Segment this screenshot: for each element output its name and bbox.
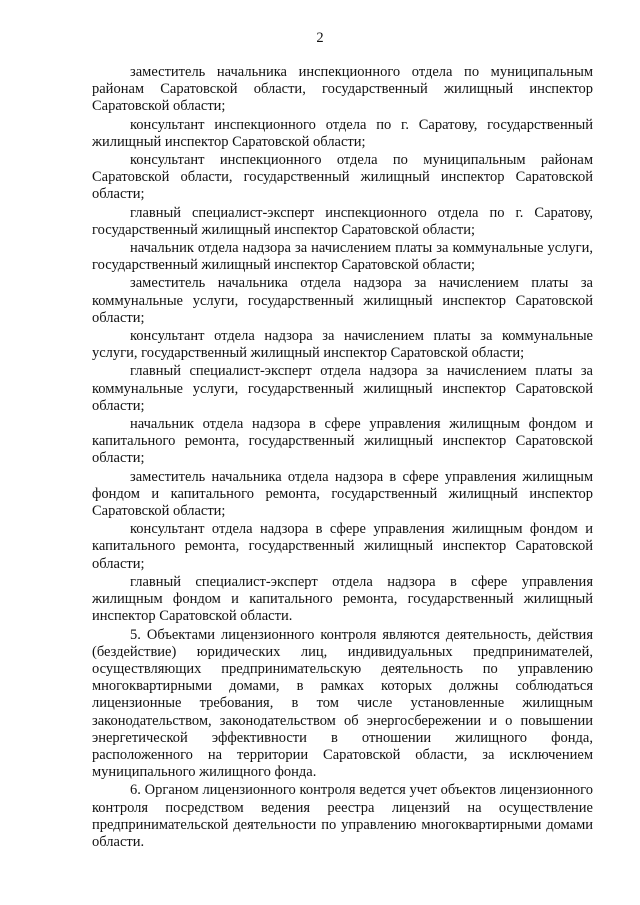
paragraph-chief-specialist-inspection-saratov: главный специалист-эксперт инспекционного отдела по г. Саратову, государственный жилищный инспектор Саратовской области; xyxy=(92,204,593,238)
paragraph-deputy-head-housing-management-supervision: заместитель начальника отдела надзора в сфере управления жилищным фондом и капитального ремонта, государственный жилищный инспектор Саратовской области; xyxy=(92,468,593,520)
paragraph-head-housing-management-supervision: начальник отдела надзора в сфере управления жилищным фондом и капитального ремонта, государственный жилищный инспектор Саратовской области; xyxy=(92,416,593,467)
paragraph-consultant-inspection-saratov: консультант инспекционного отдела по г. Саратову, государственный жилищный инспектор Саратовской области; xyxy=(92,116,593,150)
paragraph-deputy-head-inspection-districts: заместитель начальника инспекционного отдела по муниципальным районам Саратовской области, государственный жилищный инспектор Саратовской области; xyxy=(92,64,593,115)
paragraph-item-5-objects-of-control: 5. Объектами лицензионного контроля являются деятельность, действия (бездействие) юридических лиц, индивидуальных предпринимателей, осуществляющих предпринимательскую деятельность по управлению многоквартирными домами, в рамках которых должны соблюдаться лицензионные требования, в том числе установленные жилищным законодательством, законодательством об энергосбережении и о повышении энергетической эффективности в отношении жилищного фонда, расположенного на территории Саратовской области, за исключением муниципального жилищного фонда. xyxy=(92,626,593,781)
paragraph-consultant-housing-management-supervision: консультант отдела надзора в сфере управления жилищным фондом и капитального ремонта, государственный жилищный инспектор Саратовской области; xyxy=(92,521,593,572)
paragraph-chief-specialist-utilities-payment-supervision: главный специалист-эксперт отдела надзора за начислением платы за коммунальные услуги, государственный жилищный инспектор Саратовской области; xyxy=(92,363,593,414)
paragraph-deputy-head-utilities-payment-supervision: заместитель начальника отдела надзора за начислением платы за коммунальные услуги, государственный жилищный инспектор Саратовской области; xyxy=(92,275,593,326)
document-body xyxy=(92,64,593,851)
page-number: 2 xyxy=(316,30,324,46)
paragraph-consultant-inspection-districts: консультант инспекционного отдела по муниципальным районам Саратовской области, государственный жилищный инспектор Саратовской области; xyxy=(92,152,593,203)
paragraph-chief-specialist-housing-management-supervision: главный специалист-эксперт отдела надзора в сфере управления жилищным фондом и капитального ремонта, государственный жилищный инспектор Саратовской области. xyxy=(92,573,593,625)
paragraph-consultant-utilities-payment-supervision: консультант отдела надзора за начислением платы за коммунальные услуги, государственный жилищный инспектор Саратовской области; xyxy=(92,328,593,362)
paragraph-head-utilities-payment-supervision: начальник отдела надзора за начислением платы за коммунальные услуги, государственный жилищный инспектор Саратовской области; xyxy=(92,240,593,274)
paragraph-item-6-registry-accounting: 6. Органом лицензионного контроля ведется учет объектов лицензионного контроля посредством ведения реестра лицензий на осуществление предпринимательской деятельности по управлению многоквартирными домами области. xyxy=(92,782,593,850)
